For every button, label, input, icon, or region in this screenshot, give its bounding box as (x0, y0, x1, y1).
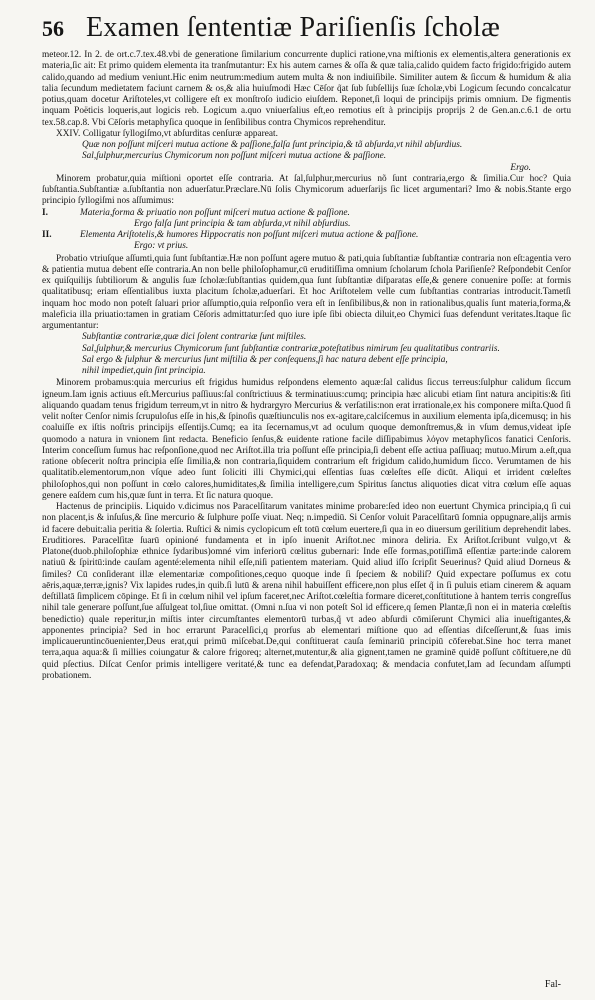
catchword: Fal- (544, 979, 561, 990)
conclusion-1: Ergo falſa ſunt principia & tam abſurda,vt nihil abſurdius. (134, 218, 351, 229)
section-marker: XXIV. (56, 128, 81, 139)
paragraph-5: Hactenus de principiis. Liquido v.dicimus nos Paracelſitarum vanitates minime probare:ſed ideo non euertunt Chymica principia,q ſi cui non placent,is & inſuſus,& ſine mercurio & ſulphure poſſe viuat. Neq; n.impediū. Si Cenſor voluit Paracelſitarū ſomnia oppugnare,alijs armis id facere debuit:alia peritia & ſolertia. Ruſtici & nimis cyclopicum eſt totū cœlum euertere,ſi qua in eo diuersum gerilitium deprehendit labes. Eruditiores. Paracelſitæ ſuarū opinioné fundamenta et in ipſo inuenit Ariſtot.nec minora deliria. Ex Ariſtot.ſcribunt vulgo,vt & Platone(duob.philoſophiæ ethnice ſydaribus)omné vim inferiorū cœlitus gubernari: Inde eſſe formas,potiſſimā eſſentiæ parte:inde calorem natiuū & ſpiritū:inde cauſam agenté:elementa nihil eſſe,niſi patientem materiam. Quid aliud iſſo ſcripſit Seuerinus? Quid aliud Dorneus & ſimiles? Cū conſiderant illæ elementariæ compoſitiones,cequo quoque inde ſi ſpeciem & nobiliſ? Quid expectare poſſumus ex cotu aēris,aquæ,terræ,ignis? Vix lapides rudes,in quib.ſi lutū & arena nihil habuiſſent efficere,non plus eſſet q̃ in ſi puluis etiam cinerem & aquam deſtillatā ſimplicem cōpinge. Et ſi in cœlum nihil vel ipſum faceret,nec Ariſtot.cœleſtia formare diceret,conſtitutione à hantem terris congreſſus nihil tale generare poſſunt,ſue aſſulgeat tol,ſiue omittat. (Omni n.ſua vi non poteſt Sol id efficere,q ſemen Plantæ,ſi non ei in materia cœleſtis benedictio) quale reperitur,in miſtis inter circumſtantes elementorū turbas,q̃ vt adeo abſurdi cōmiſerunt Chymici alia inueſtigantes,& apponentes principia? Sed in hoc errarunt Paracelſici,q prorſus ab elementari miſtione quo ad eſſentias diſceſſerunt,& ſuas imis implicaueruntincōuenienter,Deus erat,qui primū miſcebat.De,qui conſtituerat cauſa ſeminariū principiū cōferebat.Sine hoc terra manet terra,aqua aqua:& ſi millies coiungatur & calore frigoreq; alternet,mutentur,& alia gignent,tamen ne graminē quidē poſſunt cōſtituere,ne dū quid pſectius. Diſcat Cenſor primis intelligere veritaté,& tunc ea defendat,Paradoxaq; & mendacia confutet,Iam ad ſecundam aſſumpti probationem. (42, 502, 571, 681)
argument-line-2: Sal,ſulphur,& mercurius Chymicorum ſunt ſubſtantiæ contrariæ,poteſtatibus nimirum ſeu qualitatibus contrariis. (82, 343, 500, 354)
item-number-1: I. (42, 207, 48, 218)
argument-line-4: nihil impediet,quin ſint principia. (82, 366, 206, 376)
item-text-1: Materia,forma & priuatio non poſſunt miſceri mutua actione & paſſione. (80, 207, 350, 218)
paragraph-2: Minorem probatur,quia miſtioni oportet eſſe contraria. At ſal,ſulphur,mercurius nõ ſunt contraria,ergo & ſimilia.Cur hoc? Quia ſubſtantia.Subſtantiæ a.ſubſtantia non aduerſatur.Præclare.Nū ſolis Chymicorum aduerſarijs ſic licet argumentari? Imo & nobis.Stante ergo principio ſyllogiſmi nos aſſumimus: (42, 173, 571, 207)
body-text (42, 50, 571, 682)
syllogism-minor: Sal,ſulphur,mercurius Chymicorum non poſſunt miſceri mutua actione & paſſione. (82, 151, 387, 162)
page-number: 56 (42, 16, 64, 41)
numbered-item-1 (42, 208, 571, 219)
paragraph-3: Probatio vtriuſque aſſumti,quia ſunt ſubſtantiæ.Hæ non poſſunt agere mutuo & pati,quia ſubſtantiæ ſubſtantiæ contraria non eſt:agentia vero & patientia mutua debent eſſe contraria.An non belle philoſophamur,cū eruditiſſima omnium ſcholarum ſchola Pariſienſe? Reſpondebit Cenſor ex quiſquilijs ſubtiliorum & angulis ſuæ ſcholæ:ſubſtantias quidem,qua ſunt ſubſtantiæ diſparatas eſſe,& genere conuenire poſſe: at formis qualitatibusq; eriam eſſentialibus iuxta placitum ſcholæ,aduerſari. Et hoc Ariſtotelem velle cum ſubſtantias contrarias introducit.Tametſi inquam hoc modo non poteſt ſaluari prior aſſumptio,quia reſponſio vera eſt in ſenſibilibus,& non in rationalibus,qualis ſunt materia,forma,& maleficia illa priuatio:tamen in gratiam Cēſoris admittatur:ſed quo iure ipſe ſibi obiecta diluit,eo Chymici ſuas defendunt veritates.Itaque ſic argumentantur: (42, 253, 571, 331)
argument-line-1: Subſtantiæ contrariæ,quæ dici ſolent contrariæ ſunt miſtiles. (82, 332, 307, 343)
syllogism-major: Quæ non poſſunt miſceri mutua actione & paſſione,falſa ſunt principia,& tã abſurda,vt nihil abſurdius. (82, 140, 463, 150)
syllogism-ergo: Ergo. (510, 162, 531, 173)
section-24-text: Colligatur ſyllogiſmo,vt abſurditas cenſuræ appareat. (82, 128, 278, 139)
section-24-heading (42, 129, 571, 140)
numbered-item-2 (42, 230, 571, 241)
paragraph-4: Minorem probamus:quia mercurius eſt frigidus humidus reſpondens elemento aquæ:ſal calidus ſiccus terreus:ſulphur calidum ſiccum igneum.Iam ignis actiuus eſt.Mercurius paſſiuus:ſal conſtrictiuus & terminatiuus:cumq; principia hæc alicubi etiam ſint natura ancipitis:& ſiti aliquando quadam tenus frigidum terreum,vt in nitro & hydrargyro Mercurius & verſatilis:non erat irrationale,ex his componere miſta.Quod ſi velit noſter Cenſor nimis ſcrupuloſus eſſe in his,& ſpinoſis quæſtiunculis nos ex-agitare,calciſcemus in auxilium elementa ipſa,dicemusq; in his coaluiſſe ex iſtis noſtris principijs eſſentijs.Cumq; ea ita ſecernamus,vt ad oculum quoque demonſtremus,& in vſum demus,videat ipſe quomodo a natura in vnionem ſint redacta. Beneficio ſenſus,& euidente ratione facile diſſipabimus λόγον metaphyſicos fanatici Cenſoris. Interim conceſſum ſumus hac reſponſione,quod nec Ariſtot.illa tria poſſunt eſſe principia,ſi debent eſſe actiua paſſiuaq; mutuo.Mirum a.eſt,qua ratione obſecerit noſtra principia eſſe ſimilia,& non contraria,ſiquidem contrarium eſt frigidum calido,humidum ſicco. Verumtamen de his qualitatib.elementorum,non vſque adeo ſunt ſoliciti illi Chymici,qui eſſentias ſuas cœleſtes eſſe dicūt. Aliqui et irrident cœleſtes philoſophos,qui non poſſunt in cœlo calores,humiditates,& ſimilia intelligere,cum Spiritus ſanctus aliquoties dicat vitra cœlum eſſe aquas genere eaſdem cum his,quæ ſunt in terra. Et ſic natura quoque. (42, 378, 571, 501)
page-header (42, 12, 571, 50)
item-number-2: II. (42, 230, 52, 240)
running-title: Examen ſententiæ Pariſienſis ſcholæ (86, 12, 501, 43)
argument-line-3: Sal ergo & ſulphur & mercurius ſunt miſtilia & per conſequens,ſi hac natura debent eſſe principia, (82, 354, 448, 365)
item-text-2: Elementa Ariſtotelis,& humores Hippocratis non poſſunt miſceri mutua actione & paſſione. (80, 230, 419, 240)
conclusion-2: Ergo: vt prius. (134, 241, 189, 252)
paragraph-1: meteor.12. In 2. de ort.c.7.tex.48.vbi de generatione ſimilarium concurrente duplici ratione,vna miſtionis ex elementis,altera generationis ex materia,ſic ait: Et primo quidem elementa ita tranſmutantur: Ex his autem carnes & oſſa & quæ talia,calido quidem facto frigido:frigido autem calido,quando ad medium veniunt.Hic enim neutrum:medium autem multa & non indiuiſibile. Similiter autem & ſiccum & humidum & alia talia ſecundum medietatem faciunt carnem & os,& alia huiuſmodi Hæc Cēſor q̃at ſub ſubſellijs ſuæ ſcholæ,vbi Logicum ſecundo concalcatur potius,quam docetur Ariſtoteles,vt colligere eſt ex monſtroſo iudicio eiuſdem. Reponet,ſi loqui de principijs primis omnium. De figmentis inquam Poëticis loqueris,aut logicis reb. Logicum a.quo vniuerſalius eſt,eo remotius eſt à principijs proprijs 2 de Gen.an.c.6.1 de ortu tex.58.cap.8. Vbi Cēſoris metaphyſica quoque in ſenſibilibus contra Chymicos reprehenditur. (42, 50, 571, 128)
